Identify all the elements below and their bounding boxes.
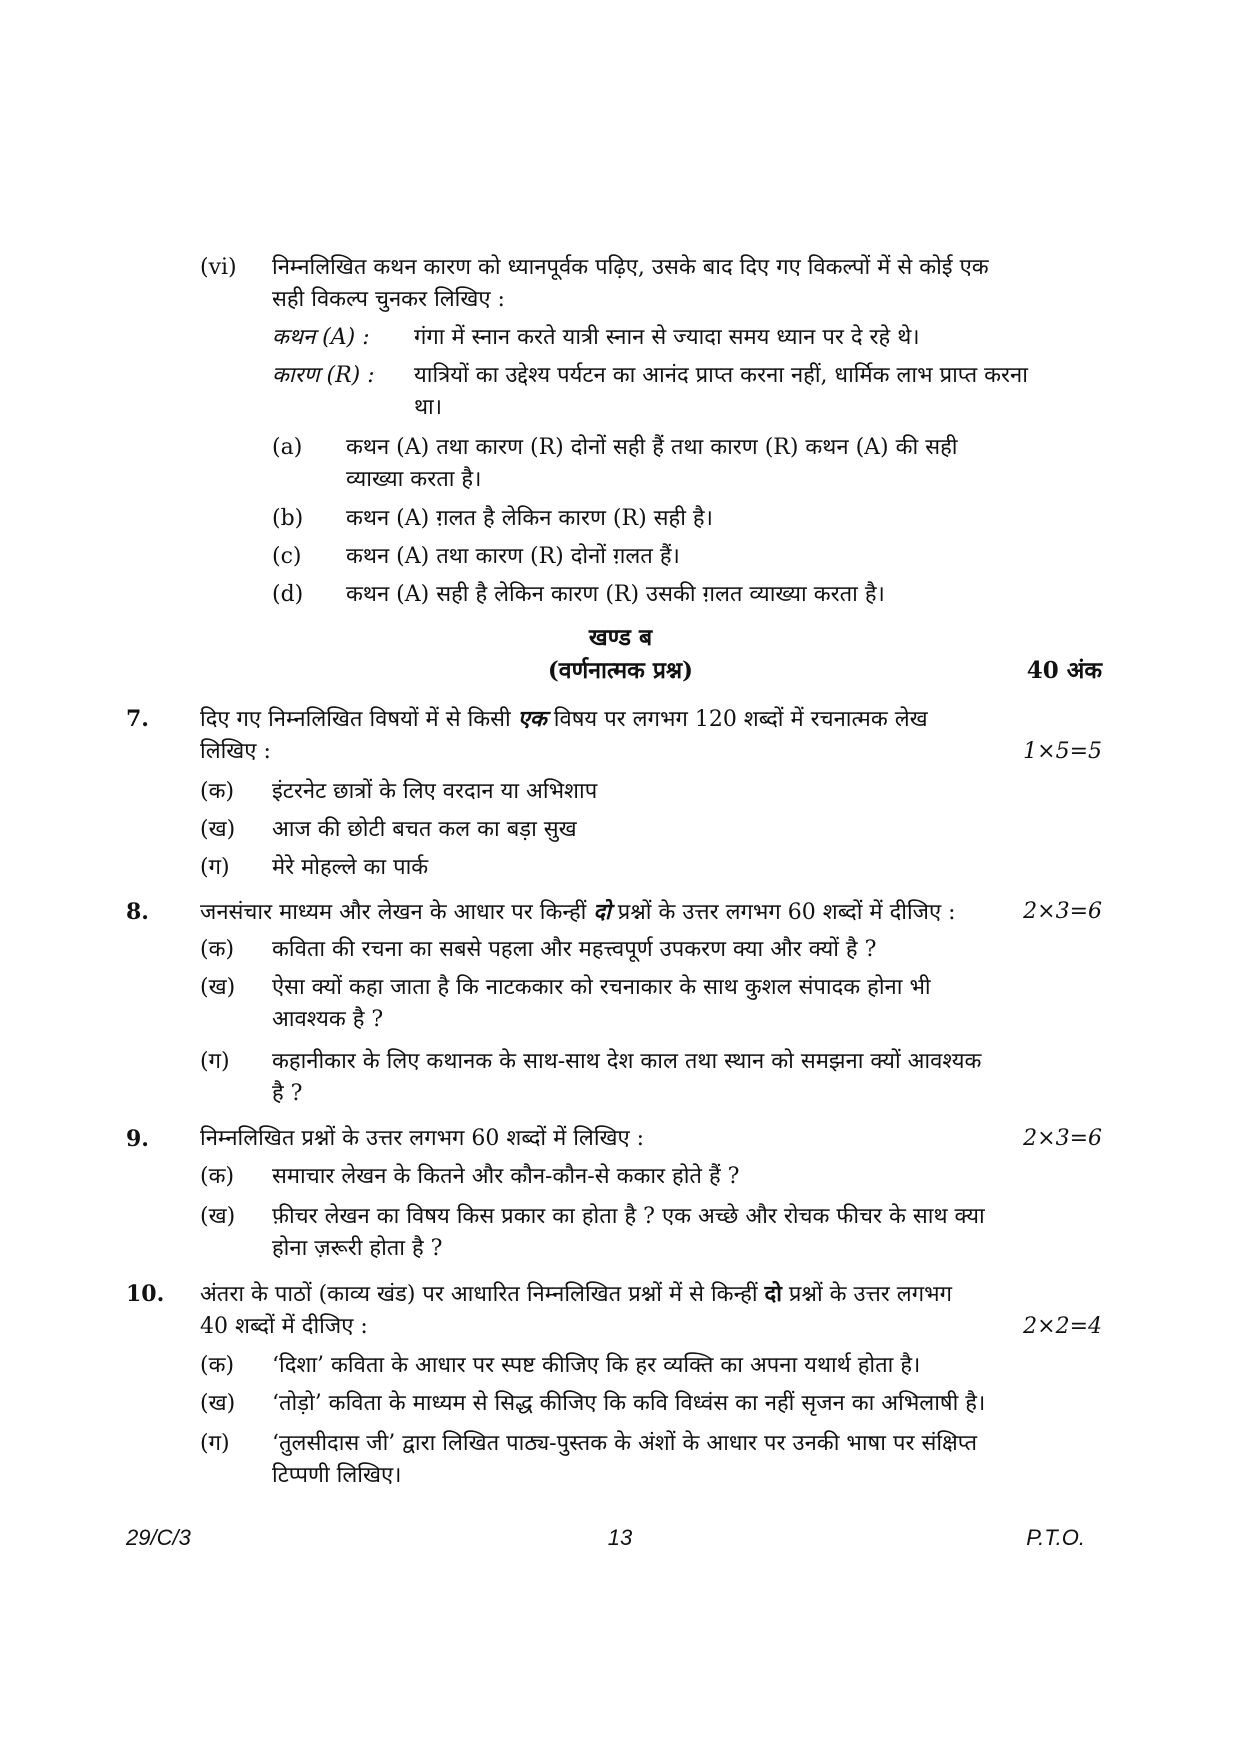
emphasis: एक (517, 706, 547, 732)
sub-question-text: ‘दिशा’ कविता के आधार पर स्पष्ट कीजिए कि हर व्यक्ति का अपना यथार्थ होता है। (272, 1353, 921, 1378)
sub-question-label: (क) (200, 779, 235, 804)
question-marks: 1×5=5 (1023, 739, 1102, 764)
reason-text: था। (414, 395, 443, 420)
option-label: (d) (272, 582, 304, 607)
option-text: व्याख्या करता है। (346, 467, 482, 492)
paper-code: 29/C/3 (126, 1525, 191, 1550)
emphasis: दो (593, 899, 611, 925)
question-number: 7. (126, 706, 149, 732)
sub-question-label: (क) (200, 937, 235, 962)
option-label: (c) (272, 544, 302, 569)
sub-question-text: है ? (272, 1081, 303, 1106)
sub-question-text: फ़ीचर लेखन का विषय किस प्रकार का होता है ? एक अच्छे और रोचक फीचर के साथ क्या (272, 1204, 985, 1229)
sub-question-label: (ग) (200, 1049, 230, 1074)
question-text: सही विकल्प चुनकर लिखिए : (272, 287, 505, 312)
question-text: 40 शब्दों में दीजिए : (200, 1314, 368, 1339)
assertion-text: गंगा में स्नान करते यात्री स्नान से ज्यादा समय ध्यान पर दे रहे थे। (414, 325, 920, 350)
option-text: कथन (A) सही है लेकिन कारण (R) उसकी ग़लत व्याख्या करता है। (346, 582, 885, 607)
reason-label: कारण (R) : (272, 363, 375, 388)
sub-question-label: (ख) (200, 1204, 236, 1229)
section-marks: 40 अंक (1026, 657, 1102, 684)
emphasis: दो (764, 1281, 782, 1307)
question-number: 9. (126, 1126, 149, 1152)
option-text: कथन (A) तथा कारण (R) दोनों ग़लत हैं। (346, 544, 680, 569)
question-text: निम्नलिखित प्रश्नों के उत्तर लगभग 60 शब्दों में लिखिए : (200, 1126, 645, 1151)
question-marks: 2×3=6 (1023, 899, 1102, 924)
sub-question-label: (क) (200, 1353, 235, 1378)
sub-question-text: ऐसा क्यों कहा जाता है कि नाटककार को रचनाकार के साथ कुशल संपादक होना भी (272, 975, 931, 1000)
question-text: लिखिए : (200, 739, 271, 764)
option-text: कथन (A) ग़लत है लेकिन कारण (R) सही है। (346, 506, 713, 531)
sub-question-label: (ग) (200, 1431, 230, 1456)
option-label: (a) (272, 435, 303, 460)
sub-question-text: मेरे मोहल्ले का पार्क (272, 855, 429, 880)
sub-question-text: समाचार लेखन के कितने और कौन-कौन-से ककार होते हैं ? (272, 1164, 740, 1189)
question-number: 8. (126, 899, 149, 925)
sub-question-label: (क) (200, 1164, 235, 1189)
sub-question-text: ‘तुलसीदास जी’ द्वारा लिखित पाठ्य-पुस्तक के अंशों के आधार पर उनकी भाषा पर संक्षिप्त (272, 1431, 978, 1456)
sub-question-text: आवश्यक है ? (272, 1007, 384, 1032)
sub-question-label: (ख) (200, 1391, 236, 1416)
sub-question-text: इंटरनेट छात्रों के लिए वरदान या अभिशाप (272, 779, 598, 804)
question-text: अंतरा के पाठों (काव्य खंड) पर आधारित निम्नलिखित प्रश्नों में से किन्हीं दो प्रश्नों के उत्तर लगभग (200, 1281, 952, 1307)
option-label: (b) (272, 506, 304, 531)
sub-question-text: आज की छोटी बचत कल का बड़ा सुख (272, 817, 577, 842)
sub-question-label: (ख) (200, 817, 236, 842)
reason-text: यात्रियों का उद्देश्य पर्यटन का आनंद प्राप्त करना नहीं, धार्मिक लाभ प्राप्त करना (414, 363, 1028, 388)
sub-question-label: (ख) (200, 975, 236, 1000)
sub-question-text: कहानीकार के लिए कथानक के साथ-साथ देश काल तथा स्थान को समझना क्यों आवश्यक (272, 1049, 982, 1074)
assertion-label: कथन (A) : (272, 325, 370, 350)
sub-question-text: होना ज़रूरी होता है ? (272, 1236, 443, 1261)
question-number: (vi) (200, 255, 237, 280)
option-text: कथन (A) तथा कारण (R) दोनों सही हैं तथा कारण (R) कथन (A) की सही (346, 435, 958, 460)
page-number: 13 (607, 1525, 633, 1550)
section-subtitle: (वर्णनात्मक प्रश्न) (547, 657, 694, 684)
question-text: जनसंचार माध्यम और लेखन के आधार पर किन्हीं दो प्रश्नों के उत्तर लगभग 60 शब्दों में दीजिए : (200, 899, 956, 925)
question-text: दिए गए निम्नलिखित विषयों में से किसी एक विषय पर लगभग 120 शब्दों में रचनात्मक लेख (200, 706, 928, 732)
sub-question-label: (ग) (200, 855, 230, 880)
question-marks: 2×2=4 (1023, 1314, 1102, 1339)
section-title: खण्ड ब (588, 624, 653, 651)
question-marks: 2×3=6 (1023, 1126, 1102, 1151)
question-text: निम्नलिखित कथन कारण को ध्यानपूर्वक पढ़िए, उसके बाद दिए गए विकल्पों में से कोई एक (272, 255, 989, 280)
pto-label: P.T.O. (1026, 1525, 1085, 1550)
sub-question-text: ‘तोड़ो’ कविता के माध्यम से सिद्ध कीजिए कि कवि विध्वंस का नहीं सृजन का अभिलाषी है। (272, 1391, 986, 1416)
sub-question-text: टिप्पणी लिखिए। (272, 1463, 402, 1488)
sub-question-text: कविता की रचना का सबसे पहला और महत्त्वपूर्ण उपकरण क्या और क्यों है ? (272, 937, 877, 962)
question-number: 10. (126, 1281, 165, 1307)
